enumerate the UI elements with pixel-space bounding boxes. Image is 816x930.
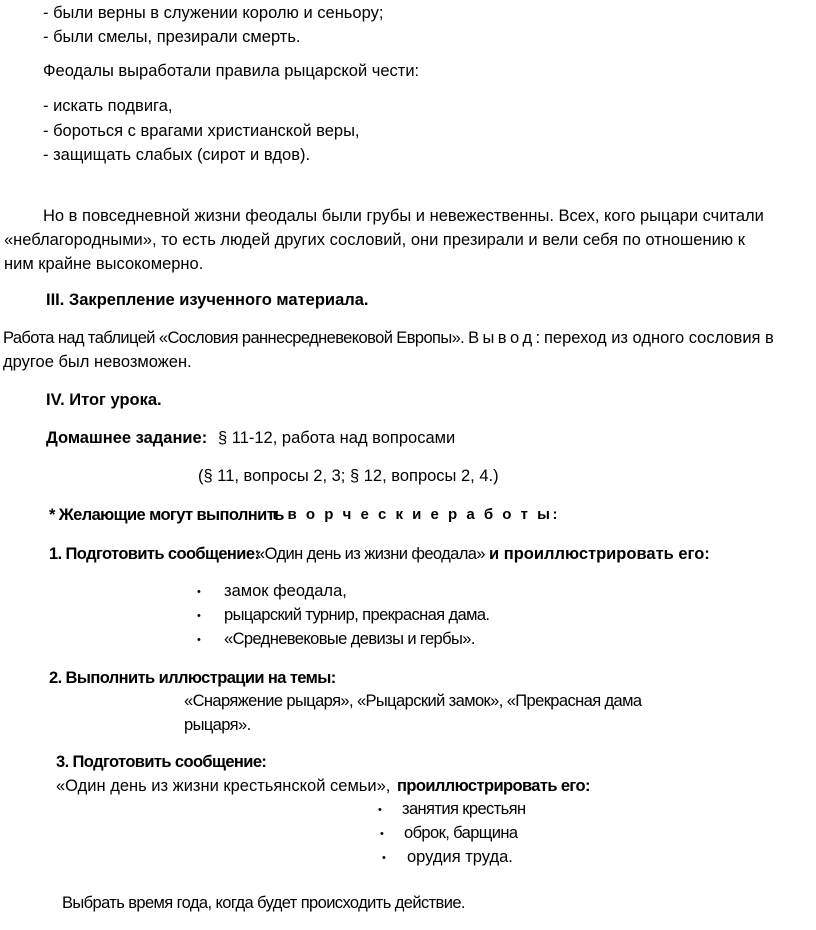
task-2-line-2: рыцаря».	[184, 716, 251, 734]
list-item-protect: - защищать слабых (сирот и вдов).	[43, 146, 311, 164]
conclusion-text: переход из одного сословия в	[544, 329, 774, 347]
section-3-heading: III. Закрепление изученного материала.	[46, 291, 369, 309]
conclusion-text-cont: другое был невозможен.	[3, 353, 192, 371]
homework-label: Домашнее задание:	[46, 429, 208, 447]
optional-tasks-label: * Желающие могут выполнить	[49, 506, 284, 524]
task-1-label: 1. Подготовить сообщение:	[49, 545, 260, 563]
section-4-heading: IV. Итог урока.	[46, 391, 162, 409]
bullet-icon: •	[378, 804, 382, 816]
task-3-item-3: орудия труда.	[407, 848, 513, 866]
task-2-line-1: «Снаряжение рыцаря», «Рыцарский замок», «Прекрасная дама	[184, 692, 642, 710]
list-item-fight: - бороться с врагами христианской веры,	[43, 122, 360, 140]
bullet-icon: •	[197, 634, 201, 646]
task-1-item-3: «Средневековые девизы и гербы».	[224, 630, 475, 648]
task-1-item-2: рыцарский турнир, прекрасная дама.	[224, 606, 490, 624]
task-3-label: 3. Подготовить сообщение:	[56, 753, 267, 771]
knight-rules-heading: Феодалы выработали правила рыцарской чести:	[43, 62, 420, 80]
task-3-item-1: занятия крестьян	[402, 800, 526, 818]
task-1-quote: «Один день из жизни феодала»	[256, 545, 485, 563]
task-1-tail: и проиллюстрировать его:	[489, 545, 710, 563]
final-instruction: Выбрать время года, когда будет происходить действие.	[62, 894, 465, 912]
task-3-item-2: оброк, барщина	[404, 824, 518, 842]
homework-text: § 11-12, работа над вопросами	[218, 429, 456, 447]
task-1-item-1: замок феодала,	[224, 582, 347, 600]
creative-works-label: т в о р ч е с к и е р а б о т ы:	[271, 506, 560, 523]
list-item-brave: - были смелы, презирали смерть.	[43, 28, 301, 46]
task-3-quote: «Один день из жизни крестьянской семьи»,	[56, 777, 391, 795]
paragraph-line-1: Но в повседневной жизни феодалы были грубы и невежественны. Всех, кого рыцари считали	[43, 207, 764, 225]
list-item-feat: - искать подвига,	[43, 97, 173, 115]
list-item-loyal: - были верны в служении королю и сеньору;	[43, 4, 384, 22]
table-work-text: Работа над таблицей «Сословия раннесредневековой Европы». В ы в о д :	[3, 329, 540, 347]
task-2-label: 2. Выполнить иллюстрации на темы:	[49, 669, 336, 687]
homework-detail: (§ 11, вопросы 2, 3; § 12, вопросы 2, 4.)	[198, 467, 499, 485]
task-3-tail: проиллюстрировать его:	[397, 777, 590, 795]
bullet-icon: •	[197, 586, 201, 598]
paragraph-line-3: ним крайне высокомерно.	[4, 255, 204, 273]
bullet-icon: •	[382, 852, 386, 864]
bullet-icon: •	[380, 828, 384, 840]
paragraph-line-2: «неблагородными», то есть людей других сословий, они презирали и вели себя по отношению к	[4, 231, 745, 249]
bullet-icon: •	[197, 610, 201, 622]
